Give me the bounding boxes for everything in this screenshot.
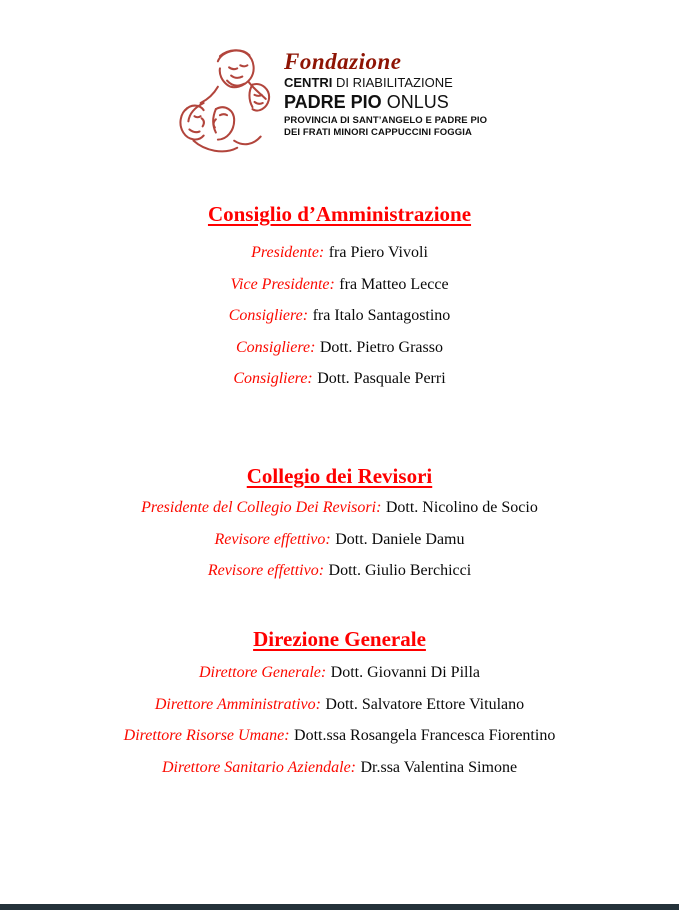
role-label: Direttore Risorse Umane:: [123, 727, 290, 744]
role-label: Direttore Sanitario Aziendale:: [161, 758, 356, 776]
section-rows: [0, 657, 679, 783]
foundation-logo: [172, 46, 487, 160]
role-row: [0, 363, 679, 395]
role-row: [0, 689, 679, 721]
brand-onlus-rest: ONLUS: [381, 92, 449, 112]
role-value: Dott. Giulio Berchicci: [328, 562, 472, 579]
section-title: Consiglio d’Amministrazione: [207, 202, 472, 226]
role-label: Presidente:: [251, 244, 325, 261]
section-collegio-revisori: [0, 463, 679, 587]
brand-centri-line: [284, 75, 487, 91]
brand-centri-rest: DI RIABILITAZIONE: [332, 75, 453, 90]
role-row: [0, 752, 679, 784]
role-value: Dott. Salvatore Ettore Vitulano: [325, 695, 525, 713]
brand-fondazione: Fondazione: [284, 49, 402, 74]
role-label: Consigliere:: [233, 370, 313, 387]
section-rows: [0, 492, 679, 587]
foundation-wordmark: [284, 46, 487, 139]
role-row: [0, 269, 679, 301]
role-row: [0, 332, 679, 364]
role-value: fra Piero Vivoli: [328, 244, 428, 261]
section-rows: [0, 237, 679, 395]
role-label: Direttore Generale:: [198, 664, 327, 681]
section-direzione-generale: [0, 626, 679, 783]
role-row: [0, 524, 679, 556]
role-value: fra Italo Santagostino: [312, 307, 451, 324]
role-value: Dott. Pasquale Perri: [317, 370, 446, 387]
role-value: Dott. Daniele Damu: [335, 530, 465, 548]
role-label: Consigliere:: [236, 338, 316, 356]
brand-provincia-line: PROVINCIA DI SANT’ANGELO E PADRE PIO: [284, 115, 488, 126]
role-label: Direttore Amministrativo:: [154, 695, 321, 713]
brand-centri-bold: CENTRI: [284, 75, 333, 90]
section-title: Collegio dei Revisori: [246, 464, 433, 488]
role-label: Consigliere:: [228, 307, 309, 324]
brand-frati-line: DEI FRATI MINORI CAPPUCCINI FOGGIA: [284, 127, 472, 138]
role-value: Dott. Pietro Grasso: [319, 338, 443, 356]
brand-padrepio-line: [284, 92, 487, 112]
role-value: Dott. Giovanni Di Pilla: [330, 664, 480, 681]
role-row: [0, 492, 679, 524]
section-title: Direzione Generale: [253, 627, 426, 651]
role-value: fra Matteo Lecce: [339, 275, 449, 293]
brand-padrepio-bold: PADRE PIO: [284, 92, 382, 112]
role-label: Revisore effettivo:: [207, 562, 325, 579]
section-consiglio-amministrazione: [0, 201, 679, 395]
role-row: [0, 555, 679, 587]
role-value: Dott. Nicolino de Socio: [385, 499, 538, 516]
role-row: [0, 720, 679, 752]
role-value: Dr.ssa Valentina Simone: [360, 758, 518, 776]
role-value: Dott.ssa Rosangela Francesca Fiorentino: [294, 727, 556, 744]
role-label: Vice Presidente:: [230, 275, 335, 293]
footer-bar: [0, 904, 679, 910]
role-label: Presidente del Collegio Dei Revisori:: [141, 499, 382, 516]
role-row: [0, 237, 679, 269]
role-row: [0, 657, 679, 689]
role-label: Revisore effettivo:: [214, 530, 331, 548]
role-row: [0, 300, 679, 332]
padre-pio-with-children-sketch-icon: [172, 46, 276, 160]
